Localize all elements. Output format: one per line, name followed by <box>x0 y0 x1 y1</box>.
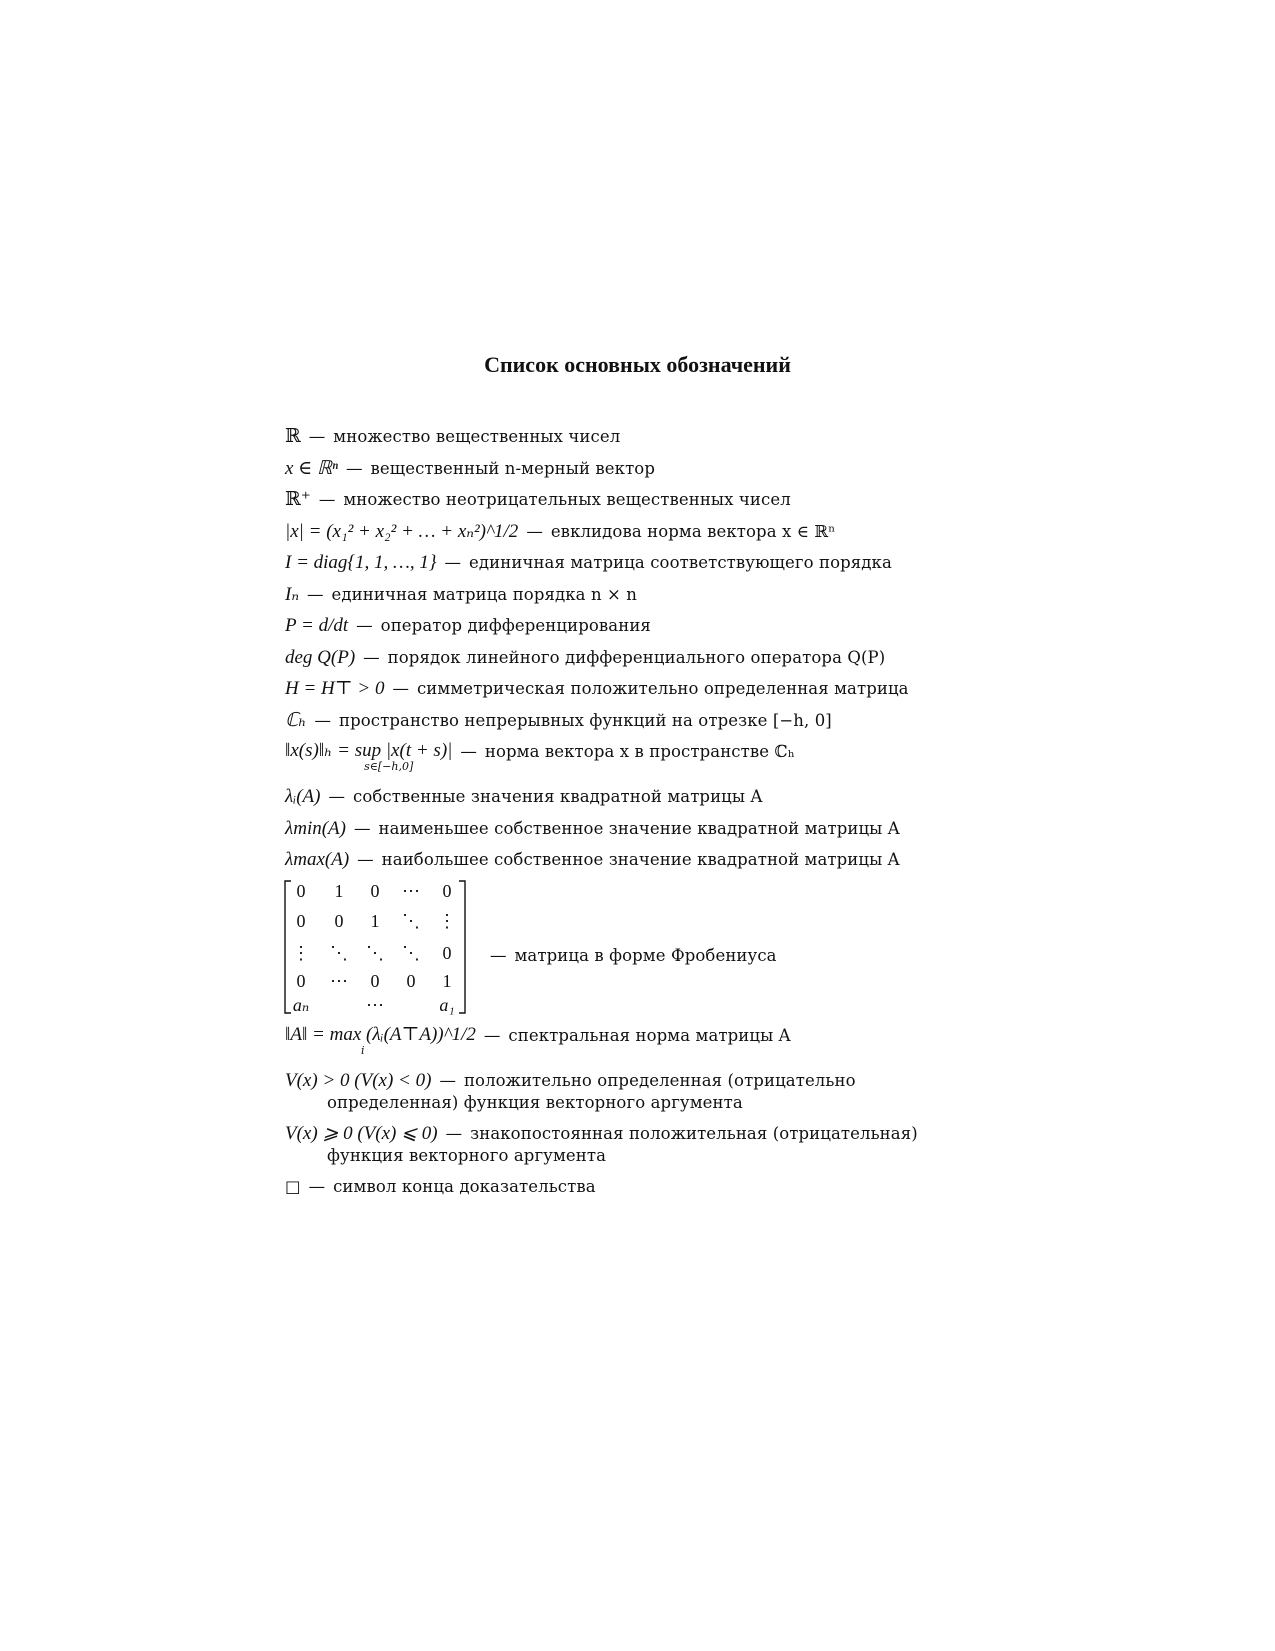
dash: — <box>318 490 336 509</box>
matrix-cell: ⋱ <box>366 942 384 963</box>
notation-symbol: V(x) > 0 (V(x) < 0) <box>285 1069 432 1091</box>
list-item <box>285 584 945 616</box>
matrix-description <box>482 945 777 967</box>
notation-symbol: H = H⊤ > 0 <box>285 678 385 699</box>
matrix-cell: 0 <box>442 942 452 963</box>
notation-description: матрица в форме Фробениуса <box>514 945 777 965</box>
matrix-cell: 1 <box>442 970 452 991</box>
matrix-cell: 0 <box>296 970 306 991</box>
notation-symbol: ℝ⁺ <box>285 489 311 510</box>
dash: — <box>444 553 462 572</box>
notation-symbol: |x| = (x₁² + x₂² + … + xₙ²)^1/2 <box>285 520 519 542</box>
list-item <box>285 489 945 521</box>
list-item <box>285 458 945 490</box>
list-item <box>285 1123 945 1176</box>
dash: — <box>363 647 380 667</box>
matrix-cell: 0 <box>296 910 306 931</box>
matrix-cell: 0 <box>442 880 452 901</box>
right-bracket <box>459 881 465 1013</box>
notation-symbol: ℂₕ <box>285 709 307 731</box>
notation-symbol: V(x) ⩾ 0 (V(x) ⩽ 0) <box>285 1122 438 1144</box>
notation-symbol: ‖x(s)‖ₕ = sup |x(t + s)| <box>285 740 453 761</box>
matrix-cell: ⋯ <box>366 994 384 1015</box>
dash: — <box>308 1176 326 1196</box>
notation-description: единичная матрица порядка n × n <box>331 584 638 604</box>
list-item <box>285 1070 945 1123</box>
dash: — <box>357 850 374 869</box>
notation-symbol: I = diag{1, 1, …, 1} <box>285 552 437 573</box>
list-item-frobenius-matrix <box>285 881 945 1025</box>
list-item <box>285 426 945 458</box>
notation-symbol: deg Q(P) <box>285 646 356 668</box>
notation-description: единичная матрица соответствующего порядка <box>469 553 892 572</box>
matrix-cell: 1 <box>334 880 344 901</box>
notation-description: евклидова норма вектора x ∈ ℝⁿ <box>550 521 836 541</box>
list-item <box>285 552 945 584</box>
notation-description: вещественный n-мерный вектор <box>370 458 656 478</box>
matrix-cell: a₁ <box>439 994 455 1015</box>
list-item <box>285 615 945 647</box>
matrix-cell: 0 <box>370 970 380 991</box>
notation-description: симметрическая положительно определенная матрица <box>416 679 909 698</box>
dash: — <box>356 616 373 635</box>
matrix-cell: 0 <box>296 880 306 901</box>
dash: — <box>392 679 409 698</box>
matrix-cell: 0 <box>334 910 344 931</box>
notation-symbol: P = d/dt <box>285 615 349 636</box>
notation-description: множество вещественных чисел <box>333 427 621 446</box>
list-item <box>285 1025 945 1070</box>
notation-symbol: λᵢ(A) <box>285 786 321 807</box>
notation-symbol: ℝ <box>285 426 301 447</box>
dash: — <box>354 818 371 838</box>
list-item <box>285 786 945 818</box>
dash: — <box>445 1123 463 1143</box>
notation-description: знакопостоянная положительная (отрицательная) функция векторного аргумента <box>327 1123 918 1165</box>
matrix-cell: ⋯ <box>330 970 348 991</box>
notation-symbol: Iₙ <box>285 583 300 605</box>
matrix-cell: 0 <box>406 970 416 991</box>
dash: — <box>526 521 543 541</box>
list-item <box>285 521 945 553</box>
dash: — <box>346 458 363 478</box>
left-bracket <box>285 881 291 1013</box>
list-item <box>285 710 945 742</box>
matrix-cell: 0 <box>370 880 380 901</box>
list-item <box>285 1176 945 1208</box>
matrix-cell: ⋮ <box>438 910 456 931</box>
matrix-cell: ⋱ <box>330 942 348 963</box>
max-expression <box>285 1025 476 1056</box>
notation-symbol: λmin(A) <box>285 817 346 839</box>
matrix-cell: aₙ <box>292 994 310 1015</box>
matrix-cell: ⋯ <box>402 880 420 901</box>
notation-description: наибольшее собственное значение квадратной матрицы A <box>381 850 900 869</box>
dash: — <box>307 584 324 604</box>
dash: — <box>314 710 331 730</box>
notation-symbol: ‖A‖ = max (λᵢ(A⊤A))^1/2 <box>285 1023 476 1045</box>
dash: — <box>308 427 326 446</box>
notation-description: собственные значения квадратной матрицы A <box>353 787 763 806</box>
frobenius-matrix <box>279 873 479 1023</box>
list-item <box>285 647 945 679</box>
dash: — <box>460 742 477 761</box>
dash: — <box>483 1025 501 1045</box>
matrix-cell: ⋱ <box>402 910 420 931</box>
list-item <box>285 678 945 710</box>
notation-description: символ конца доказательства <box>333 1176 596 1196</box>
notation-description: пространство непрерывных функций на отрезке [−h, 0] <box>339 710 832 730</box>
notation-description: норма вектора x в пространстве ℂₕ <box>484 742 795 761</box>
notation-list <box>285 426 945 1207</box>
notation-description: наименьшее собственное значение квадратной матрицы A <box>378 818 900 838</box>
notation-description: множество неотрицательных вещественных чисел <box>343 490 791 509</box>
dash: — <box>439 1070 456 1090</box>
matrix-cell: 1 <box>370 910 380 931</box>
page-title: Список основных обозначений <box>484 352 791 377</box>
sup-subscript: s∈[−h,0] <box>364 760 414 773</box>
square-symbol: □ <box>285 1176 301 1196</box>
notation-description: оператор дифференцирования <box>380 616 651 635</box>
notation-description: положительно определенная (отрицательно определенная) функция векторного аргумента <box>327 1070 856 1112</box>
dash: — <box>490 945 507 965</box>
matrix-cell: ⋱ <box>402 942 420 963</box>
notation-description: порядок линейного дифференциального оператора Q(P) <box>387 647 886 667</box>
sup-expression <box>285 741 452 772</box>
notation-symbol: λmax(A) <box>285 849 350 870</box>
dash: — <box>328 787 345 806</box>
notation-description: спектральная норма матрицы A <box>508 1025 791 1045</box>
list-item <box>285 741 945 786</box>
matrix-cell: ⋮ <box>292 942 310 963</box>
max-subscript: i <box>361 1043 365 1057</box>
list-item <box>285 818 945 850</box>
notation-symbol: x ∈ ℝⁿ <box>285 457 339 479</box>
